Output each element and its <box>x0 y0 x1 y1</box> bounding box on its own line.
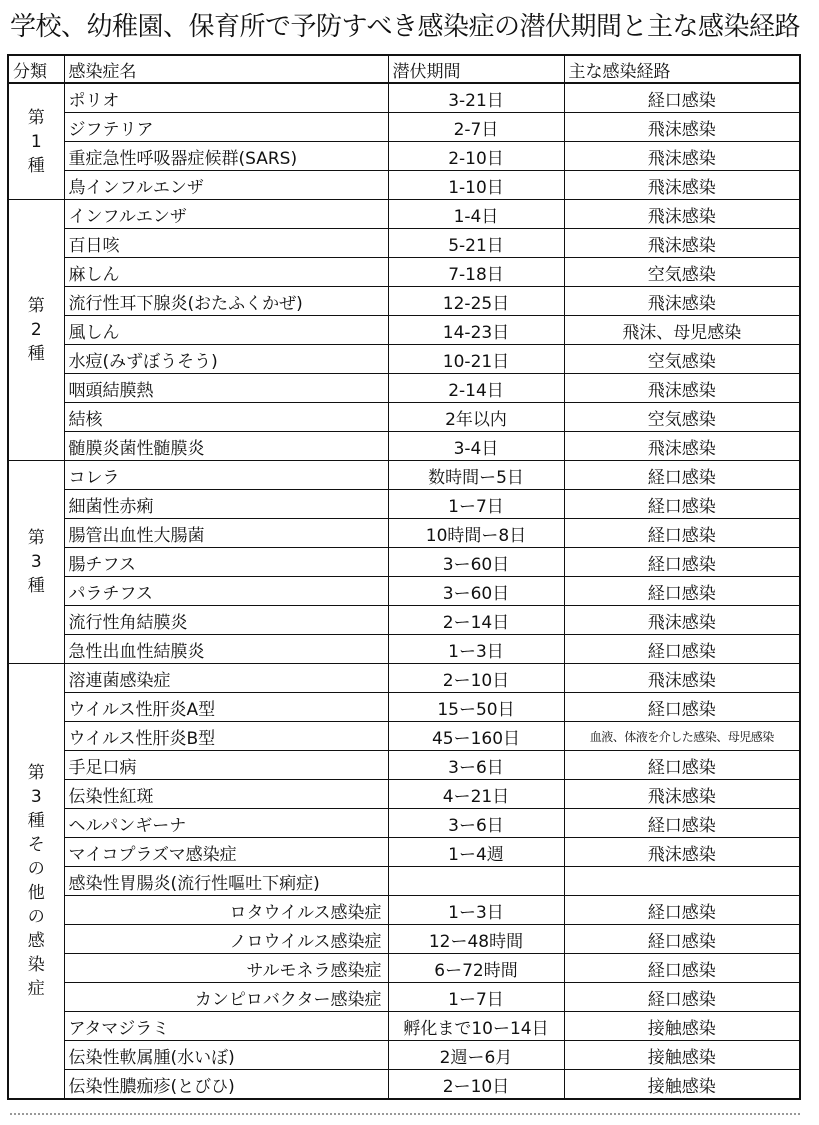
table-row <box>8 200 800 229</box>
disease-name: 腸チフス <box>64 548 388 577</box>
infection-route: 経口感染 <box>564 635 800 664</box>
table-row <box>8 838 800 867</box>
disease-name: 細菌性赤痢 <box>64 490 388 519</box>
table-row <box>8 925 800 954</box>
infection-route: 空気感染 <box>564 403 800 432</box>
disease-name: 咽頭結膜熱 <box>64 374 388 403</box>
header-disease: 感染症名 <box>64 55 388 83</box>
infection-route: 経口感染 <box>564 983 800 1012</box>
table-row <box>8 780 800 809</box>
disease-name: ウイルス性肝炎A型 <box>64 693 388 722</box>
table-row <box>8 432 800 461</box>
incubation-period: 4ー21日 <box>388 780 564 809</box>
incubation-period: 5-21日 <box>388 229 564 258</box>
infection-route: 飛沫感染 <box>564 838 800 867</box>
table-row <box>8 142 800 171</box>
table-row <box>8 722 800 751</box>
table-row <box>8 461 800 490</box>
category-char: 第 <box>27 296 45 316</box>
infection-route: 経口感染 <box>564 577 800 606</box>
infection-route: 経口感染 <box>564 548 800 577</box>
incubation-period: 1ー3日 <box>388 896 564 925</box>
disease-name: 鳥インフルエンザ <box>64 171 388 200</box>
disease-name: ポリオ <box>64 83 388 113</box>
infection-route: 飛沫感染 <box>564 142 800 171</box>
category-char: の <box>27 907 45 927</box>
category-char: 種 <box>27 344 45 364</box>
infection-route: 飛沫感染 <box>564 200 800 229</box>
disease-name: ロタウイルス感染症 <box>64 896 388 925</box>
incubation-period: 3-4日 <box>388 432 564 461</box>
category-char: 1 <box>30 131 42 152</box>
incubation-period: 1-4日 <box>388 200 564 229</box>
disease-name: 手足口病 <box>64 751 388 780</box>
incubation-period: 2-7日 <box>388 113 564 142</box>
incubation-period: 14-23日 <box>388 316 564 345</box>
infection-route: 飛沫感染 <box>564 432 800 461</box>
disease-name: 腸管出血性大腸菌 <box>64 519 388 548</box>
disease-name: 水痘(みずぼうそう) <box>64 345 388 374</box>
table-row <box>8 606 800 635</box>
category-char: 第 <box>27 107 45 128</box>
disease-name: 百日咳 <box>64 229 388 258</box>
infection-route: 接触感染 <box>564 1070 800 1100</box>
incubation-period: 10-21日 <box>388 345 564 374</box>
disease-name: サルモネラ感染症 <box>64 954 388 983</box>
infection-route <box>564 867 800 896</box>
table-body <box>8 83 800 1099</box>
infection-route: 経口感染 <box>564 693 800 722</box>
table-row <box>8 316 800 345</box>
incubation-period: 孵化まで10ー14日 <box>388 1012 564 1041</box>
infection-route: 飛沫感染 <box>564 171 800 200</box>
incubation-period: 12-25日 <box>388 287 564 316</box>
incubation-period: 12ー48時間 <box>388 925 564 954</box>
disease-name: ジフテリア <box>64 113 388 142</box>
table-row <box>8 1070 800 1100</box>
disease-name: 麻しん <box>64 258 388 287</box>
disease-name: マイコプラズマ感染症 <box>64 838 388 867</box>
table-row <box>8 287 800 316</box>
table-row <box>8 113 800 142</box>
infection-route: 接触感染 <box>564 1012 800 1041</box>
category-char: の <box>27 859 45 879</box>
infection-route: 飛沫感染 <box>564 780 800 809</box>
table-row <box>8 577 800 606</box>
disease-name: 溶連菌感染症 <box>64 664 388 693</box>
incubation-period: 2ー14日 <box>388 606 564 635</box>
category-char: 3 <box>30 552 42 572</box>
disease-name: ヘルパンギーナ <box>64 809 388 838</box>
disease-name: 伝染性紅斑 <box>64 780 388 809</box>
table-row <box>8 1012 800 1041</box>
infection-route: 経口感染 <box>564 896 800 925</box>
category-cell <box>8 461 64 664</box>
table-row <box>8 548 800 577</box>
infection-route: 経口感染 <box>564 809 800 838</box>
table-row <box>8 258 800 287</box>
infection-route: 空気感染 <box>564 345 800 374</box>
category-cell <box>8 664 64 1100</box>
incubation-period: 2-14日 <box>388 374 564 403</box>
infection-route: 経口感染 <box>564 490 800 519</box>
infection-route: 飛沫感染 <box>564 606 800 635</box>
category-cell <box>8 200 64 461</box>
category-char: 種 <box>27 576 45 596</box>
table-row <box>8 171 800 200</box>
incubation-period: 1-10日 <box>388 171 564 200</box>
infection-route: 空気感染 <box>564 258 800 287</box>
incubation-period: 1ー4週 <box>388 838 564 867</box>
infection-route: 経口感染 <box>564 83 800 113</box>
incubation-period: 数時間ー5日 <box>388 461 564 490</box>
disease-name: 流行性角結膜炎 <box>64 606 388 635</box>
footer-dotted-rule <box>10 1113 800 1115</box>
disease-name: 風しん <box>64 316 388 345</box>
infection-route: 経口感染 <box>564 461 800 490</box>
incubation-period: 2ー10日 <box>388 1070 564 1100</box>
header-route: 主な感染経路 <box>564 55 800 83</box>
table-row <box>8 345 800 374</box>
incubation-period <box>388 867 564 896</box>
incubation-period: 2週ー6月 <box>388 1041 564 1070</box>
incubation-period: 2ー10日 <box>388 664 564 693</box>
incubation-period: 3ー6日 <box>388 809 564 838</box>
incubation-period: 1ー3日 <box>388 635 564 664</box>
category-char: 感 <box>27 931 45 951</box>
category-char: 第 <box>27 528 45 548</box>
table-row <box>8 229 800 258</box>
disease-name: アタマジラミ <box>64 1012 388 1041</box>
disease-name: 感染性胃腸炎(流行性嘔吐下痢症) <box>64 867 388 896</box>
table-row <box>8 867 800 896</box>
category-char: 染 <box>27 955 45 975</box>
incubation-period: 2-10日 <box>388 142 564 171</box>
table-row <box>8 664 800 693</box>
infection-route: 飛沫感染 <box>564 113 800 142</box>
disease-name: ノロウイルス感染症 <box>64 925 388 954</box>
infection-route: 飛沫感染 <box>564 374 800 403</box>
disease-name: 急性出血性結膜炎 <box>64 635 388 664</box>
table-row <box>8 490 800 519</box>
header-category: 分類 <box>8 55 64 83</box>
disease-name: 伝染性膿痂疹(とびひ) <box>64 1070 388 1100</box>
incubation-period: 7-18日 <box>388 258 564 287</box>
infection-route: 接触感染 <box>564 1041 800 1070</box>
category-char: 第 <box>27 763 45 783</box>
category-char: 種 <box>27 811 45 831</box>
table-row <box>8 809 800 838</box>
infection-route: 飛沫感染 <box>564 287 800 316</box>
incubation-period: 3ー60日 <box>388 548 564 577</box>
category-char: 症 <box>27 979 45 999</box>
table-row <box>8 374 800 403</box>
disease-name: 流行性耳下腺炎(おたふくかぜ) <box>64 287 388 316</box>
header-period: 潜伏期間 <box>388 55 564 83</box>
incubation-period: 3-21日 <box>388 83 564 113</box>
infection-route: 飛沫感染 <box>564 664 800 693</box>
table-row <box>8 635 800 664</box>
incubation-period: 15ー50日 <box>388 693 564 722</box>
table-row <box>8 954 800 983</box>
infection-route: 飛沫、母児感染 <box>564 316 800 345</box>
incubation-period: 1ー7日 <box>388 490 564 519</box>
infection-table <box>7 54 801 1100</box>
disease-name: パラチフス <box>64 577 388 606</box>
table-row <box>8 83 800 113</box>
table-row <box>8 403 800 432</box>
incubation-period: 3ー60日 <box>388 577 564 606</box>
infection-route: 経口感染 <box>564 954 800 983</box>
disease-name: カンピロバクター感染症 <box>64 983 388 1012</box>
table-row <box>8 896 800 925</box>
incubation-period: 1ー7日 <box>388 983 564 1012</box>
disease-name: 伝染性軟属腫(水いぼ) <box>64 1041 388 1070</box>
disease-name: 重症急性呼吸器症候群(SARS) <box>64 142 388 171</box>
table-row <box>8 693 800 722</box>
incubation-period: 10時間ー8日 <box>388 519 564 548</box>
infection-route: 経口感染 <box>564 519 800 548</box>
category-cell <box>8 83 64 200</box>
table-row <box>8 983 800 1012</box>
header-row <box>8 55 800 83</box>
infection-route: 経口感染 <box>564 925 800 954</box>
disease-name: コレラ <box>64 461 388 490</box>
disease-name: ウイルス性肝炎B型 <box>64 722 388 751</box>
incubation-period: 45ー160日 <box>388 722 564 751</box>
category-char: 種 <box>27 155 45 176</box>
table-row <box>8 519 800 548</box>
infection-route: 経口感染 <box>564 751 800 780</box>
infection-route: 飛沫感染 <box>564 229 800 258</box>
infection-route: 血液、体液を介した感染、母児感染 <box>564 722 800 751</box>
disease-name: インフルエンザ <box>64 200 388 229</box>
table-row <box>8 751 800 780</box>
incubation-period: 6ー72時間 <box>388 954 564 983</box>
category-char: 2 <box>30 320 42 340</box>
category-char: 3 <box>30 787 42 807</box>
table-row <box>8 1041 800 1070</box>
incubation-period: 2年以内 <box>388 403 564 432</box>
category-char: 他 <box>27 883 45 903</box>
page-title: 学校、幼稚園、保育所で予防すべき感染症の潜伏期間と主な感染経路 <box>10 12 800 42</box>
category-char: そ <box>27 835 45 855</box>
incubation-period: 3ー6日 <box>388 751 564 780</box>
disease-name: 髄膜炎菌性髄膜炎 <box>64 432 388 461</box>
disease-name: 結核 <box>64 403 388 432</box>
